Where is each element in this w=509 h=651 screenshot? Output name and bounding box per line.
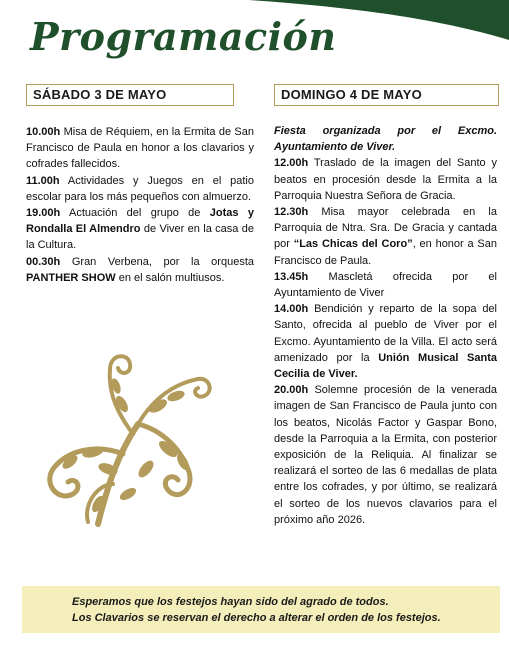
event-item [274, 301, 497, 382]
gold-floral-swirl-icon [38, 344, 218, 534]
event-item [274, 269, 497, 301]
event-text: Actividades y Juegos en el patio escolar para los más pequeños con almuerzo. [26, 174, 254, 203]
event-item [274, 382, 497, 528]
event-time: 12.30h [274, 206, 309, 219]
footer-line: Los Clavarios se reservan el derecho a alterar el orden de los festejos. [72, 612, 441, 624]
footer-line: Esperamos que los festejos hayan sido del agrado de todos. [72, 596, 389, 608]
event-time: 12.00h [274, 157, 309, 170]
event-item [26, 254, 254, 286]
event-time: 14.00h [274, 303, 309, 316]
saturday-column [26, 84, 254, 286]
event-text: , en honor a San Francisco de Paula. [274, 238, 497, 267]
saturday-events [26, 124, 254, 286]
event-text: Mascletá ofrecida por el Ayuntamiento de Viver [274, 270, 497, 300]
event-highlight: Unión Musical Santa Cecilia de Viver. [274, 351, 497, 381]
event-item [26, 173, 254, 205]
event-time: 00.30h [26, 255, 61, 268]
event-item [26, 205, 254, 254]
footer-note [22, 586, 500, 633]
event-text: Gran Verbena, por la orquesta [60, 255, 254, 268]
event-time: 11.00h [26, 174, 60, 187]
event-item [274, 155, 497, 204]
sunday-column [274, 84, 497, 528]
event-highlight: Jotas y Rondalla El Almendro [26, 207, 254, 236]
event-text: Traslado de la imagen del Santo y beatos en procesión desde la Ermita a la Parroquia Nuestra Señora de Gracia. [274, 157, 497, 202]
event-item [26, 124, 254, 173]
event-text: Actuación del grupo de [60, 207, 210, 220]
event-text: en el salón multiusos. [115, 271, 225, 284]
event-text: Misa de Réquiem, en la Ermita de San Francisco de Paula en honor a los clavarios y cofrades fallecidos. [26, 126, 254, 171]
event-time: 20.00h [274, 384, 309, 397]
event-time: 19.00h [26, 207, 61, 220]
sunday-intro: Fiesta organizada por el Excmo. Ayuntamiento de Viver. [274, 125, 497, 154]
event-text: Solemne procesión de la venerada imagen de San Francisco de Paula junto con los beatos, Nicolás Factor y Gaspar Bono, desde la Parroquia a la Ermita, con posterior exposición de la Reliquia. Al finalizar se realizará el sorteo de las 6 medallas de plata entre los cofrades, y por último, se realizará el sorteo de los nuevos clavarios para el próximo año 2026. [274, 384, 497, 526]
event-highlight: “Las Chicas del Coro” [293, 238, 413, 251]
sunday-header: DOMINGO 4 DE MAYO [274, 84, 499, 106]
saturday-header: SÁBADO 3 DE MAYO [26, 84, 234, 106]
event-highlight: PANTHER SHOW [26, 271, 116, 284]
sunday-events [274, 123, 497, 528]
page-title: Programación [30, 14, 337, 59]
event-item [274, 204, 497, 269]
event-text: Misa mayor celebrada en la Parroquia de Ntra. Sra. De Gracia y cantada por [274, 206, 497, 251]
event-text: Bendición y reparto de la sopa del Santo, ofrecida al pueblo de Viver por el Excmo. Ayuntamiento de la Villa. El acto será amenizado por la [274, 303, 497, 364]
event-time: 13.45h [274, 270, 309, 283]
event-text: de Viver en la casa de la Cultura. [26, 223, 255, 252]
event-time: 10.00h [26, 126, 61, 138]
